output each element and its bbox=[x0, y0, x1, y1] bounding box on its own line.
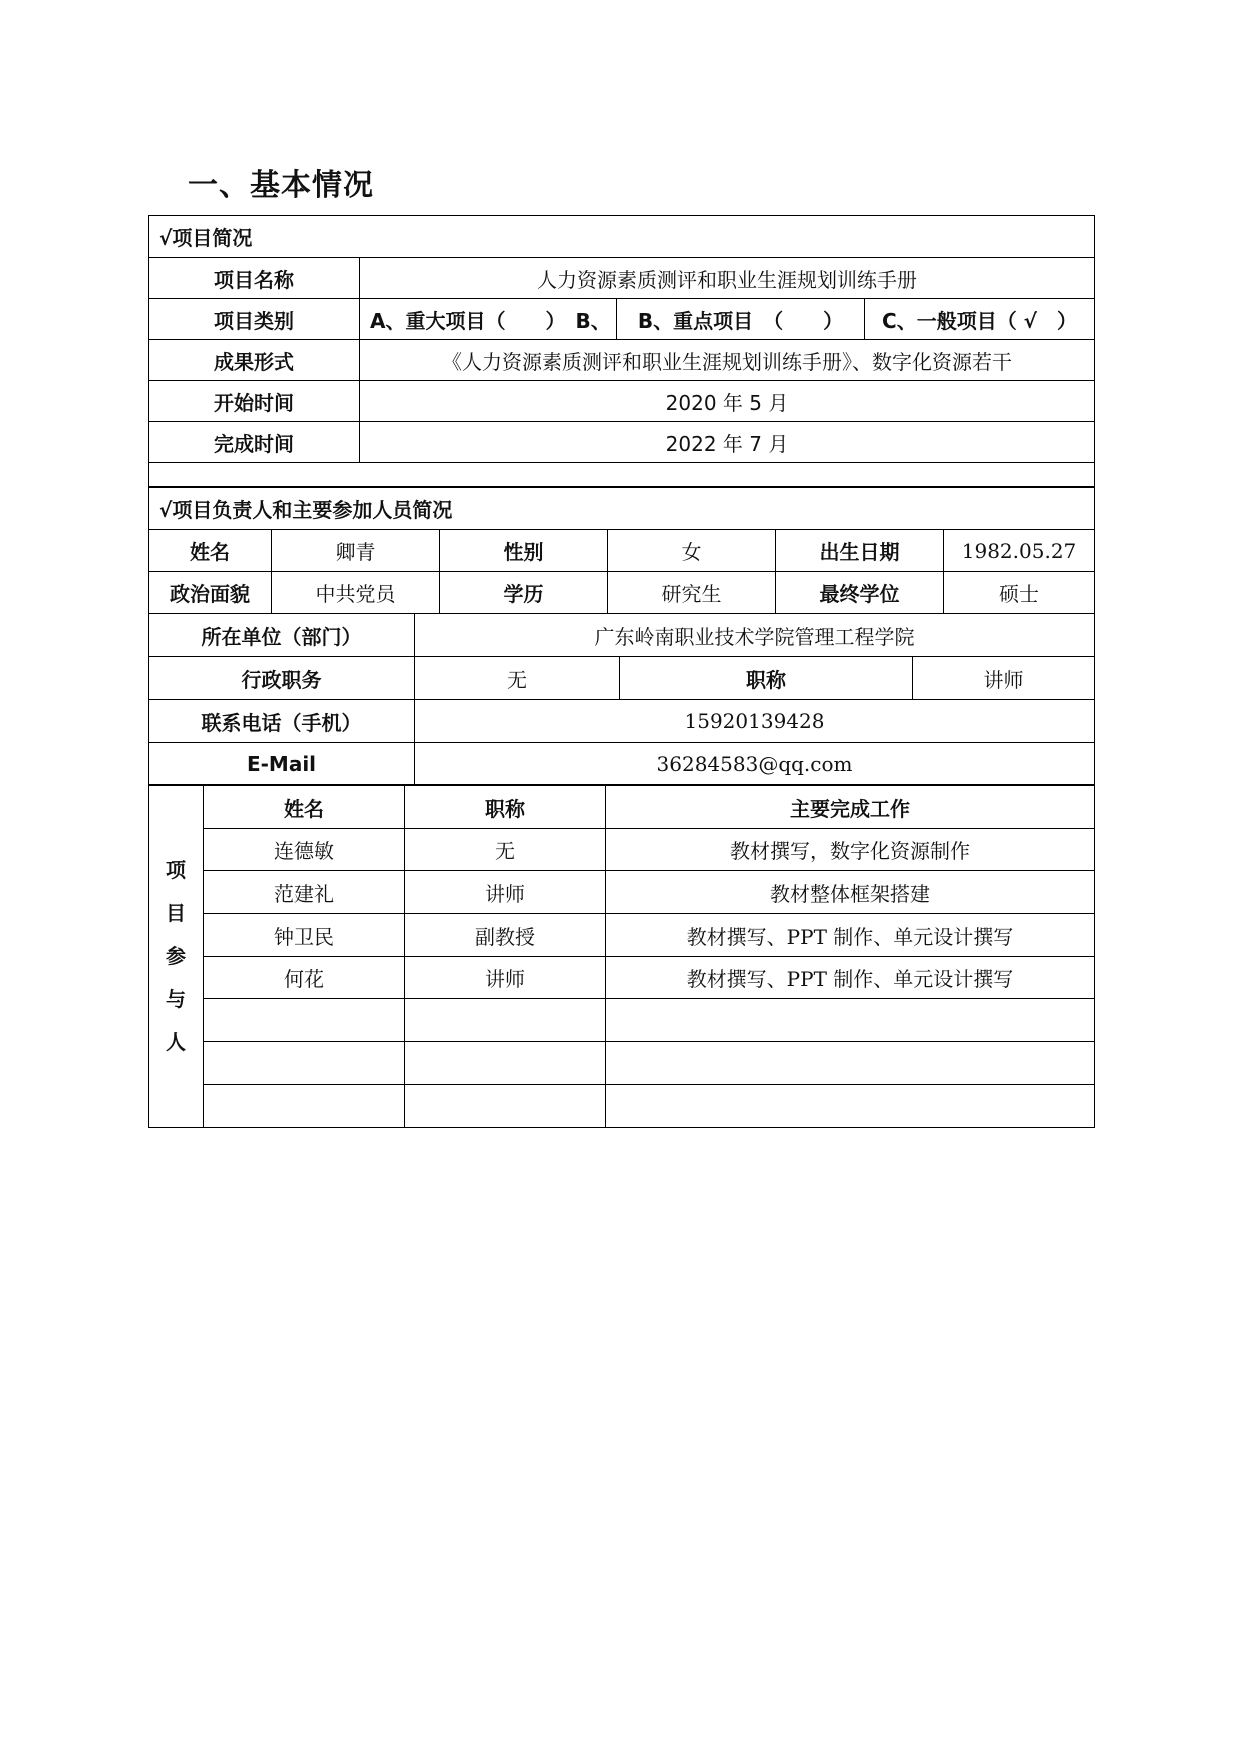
section-heading: 一、基本情况 bbox=[188, 168, 374, 203]
spacer-row bbox=[149, 463, 1095, 487]
unit-value: 广东岭南职业技术学院管理工程学院 bbox=[415, 614, 1095, 657]
gender-value: 女 bbox=[608, 530, 776, 572]
overview-title: √项目简况 bbox=[149, 216, 1095, 258]
leader-title: √项目负责人和主要参加人员简况 bbox=[149, 488, 1095, 530]
start-time-label: 开始时间 bbox=[149, 381, 360, 422]
professional-title-value: 讲师 bbox=[913, 657, 1095, 700]
participant-name: 范建礼 bbox=[204, 871, 405, 914]
table-row-empty bbox=[149, 1085, 1095, 1128]
participants-table bbox=[148, 785, 1094, 1128]
table-row-empty bbox=[149, 999, 1095, 1042]
table-row bbox=[149, 957, 1095, 999]
participant-title: 讲师 bbox=[405, 871, 606, 914]
participant-title: 副教授 bbox=[405, 914, 606, 957]
leader-table bbox=[148, 487, 1094, 785]
table-row bbox=[149, 829, 1095, 871]
education-value: 研究生 bbox=[608, 572, 776, 614]
degree-value: 硕士 bbox=[944, 572, 1095, 614]
project-name-label: 项目名称 bbox=[149, 258, 360, 299]
politics-value: 中共党员 bbox=[272, 572, 440, 614]
project-category-label: 项目类别 bbox=[149, 299, 360, 340]
project-overview-table bbox=[148, 215, 1094, 487]
degree-label: 最终学位 bbox=[776, 572, 944, 614]
table-row bbox=[149, 871, 1095, 914]
unit-label: 所在单位（部门） bbox=[149, 614, 415, 657]
end-time-label: 完成时间 bbox=[149, 422, 360, 463]
table-row bbox=[149, 914, 1095, 957]
col-header-work: 主要完成工作 bbox=[606, 786, 1095, 829]
professional-title-label: 职称 bbox=[620, 657, 913, 700]
email-value: 36284583@qq.com bbox=[415, 743, 1095, 785]
output-form-label: 成果形式 bbox=[149, 340, 360, 381]
category-general: C、一般项目（ √ ） bbox=[865, 299, 1095, 340]
email-label: E-Mail bbox=[149, 743, 415, 785]
education-label: 学历 bbox=[440, 572, 608, 614]
participant-work: 教材撰写、PPT 制作、单元设计撰写 bbox=[606, 957, 1095, 999]
politics-label: 政治面貌 bbox=[149, 572, 272, 614]
admin-position-label: 行政职务 bbox=[149, 657, 415, 700]
phone-label: 联系电话（手机） bbox=[149, 700, 415, 743]
participant-name: 钟卫民 bbox=[204, 914, 405, 957]
start-time-value: 2020 年 5 月 bbox=[360, 381, 1095, 422]
participants-vertical-label: 项 目 参 与 人 bbox=[149, 786, 204, 1128]
participant-work: 教材撰写，数字化资源制作 bbox=[606, 829, 1095, 871]
table-row-empty bbox=[149, 1042, 1095, 1085]
gender-label: 性别 bbox=[440, 530, 608, 572]
phone-value: 15920139428 bbox=[415, 700, 1095, 743]
leader-name-label: 姓名 bbox=[149, 530, 272, 572]
col-header-title: 职称 bbox=[405, 786, 606, 829]
category-key: B、重点项目 （ ） bbox=[617, 299, 865, 340]
admin-position-value: 无 bbox=[415, 657, 620, 700]
category-major: A、重大项目（ ） B、 bbox=[360, 299, 617, 340]
participant-title: 无 bbox=[405, 829, 606, 871]
participant-name: 何花 bbox=[204, 957, 405, 999]
participant-work: 教材整体框架搭建 bbox=[606, 871, 1095, 914]
birth-label: 出生日期 bbox=[776, 530, 944, 572]
leader-name-value: 卿青 bbox=[272, 530, 440, 572]
output-form-value: 《人力资源素质测评和职业生涯规划训练手册》、数字化资源若干 bbox=[360, 340, 1095, 381]
birth-value: 1982.05.27 bbox=[944, 530, 1095, 572]
participant-title: 讲师 bbox=[405, 957, 606, 999]
col-header-name: 姓名 bbox=[204, 786, 405, 829]
participant-name: 连德敏 bbox=[204, 829, 405, 871]
project-name-value: 人力资源素质测评和职业生涯规划训练手册 bbox=[360, 258, 1095, 299]
participant-work: 教材撰写、PPT 制作、单元设计撰写 bbox=[606, 914, 1095, 957]
end-time-value: 2022 年 7 月 bbox=[360, 422, 1095, 463]
